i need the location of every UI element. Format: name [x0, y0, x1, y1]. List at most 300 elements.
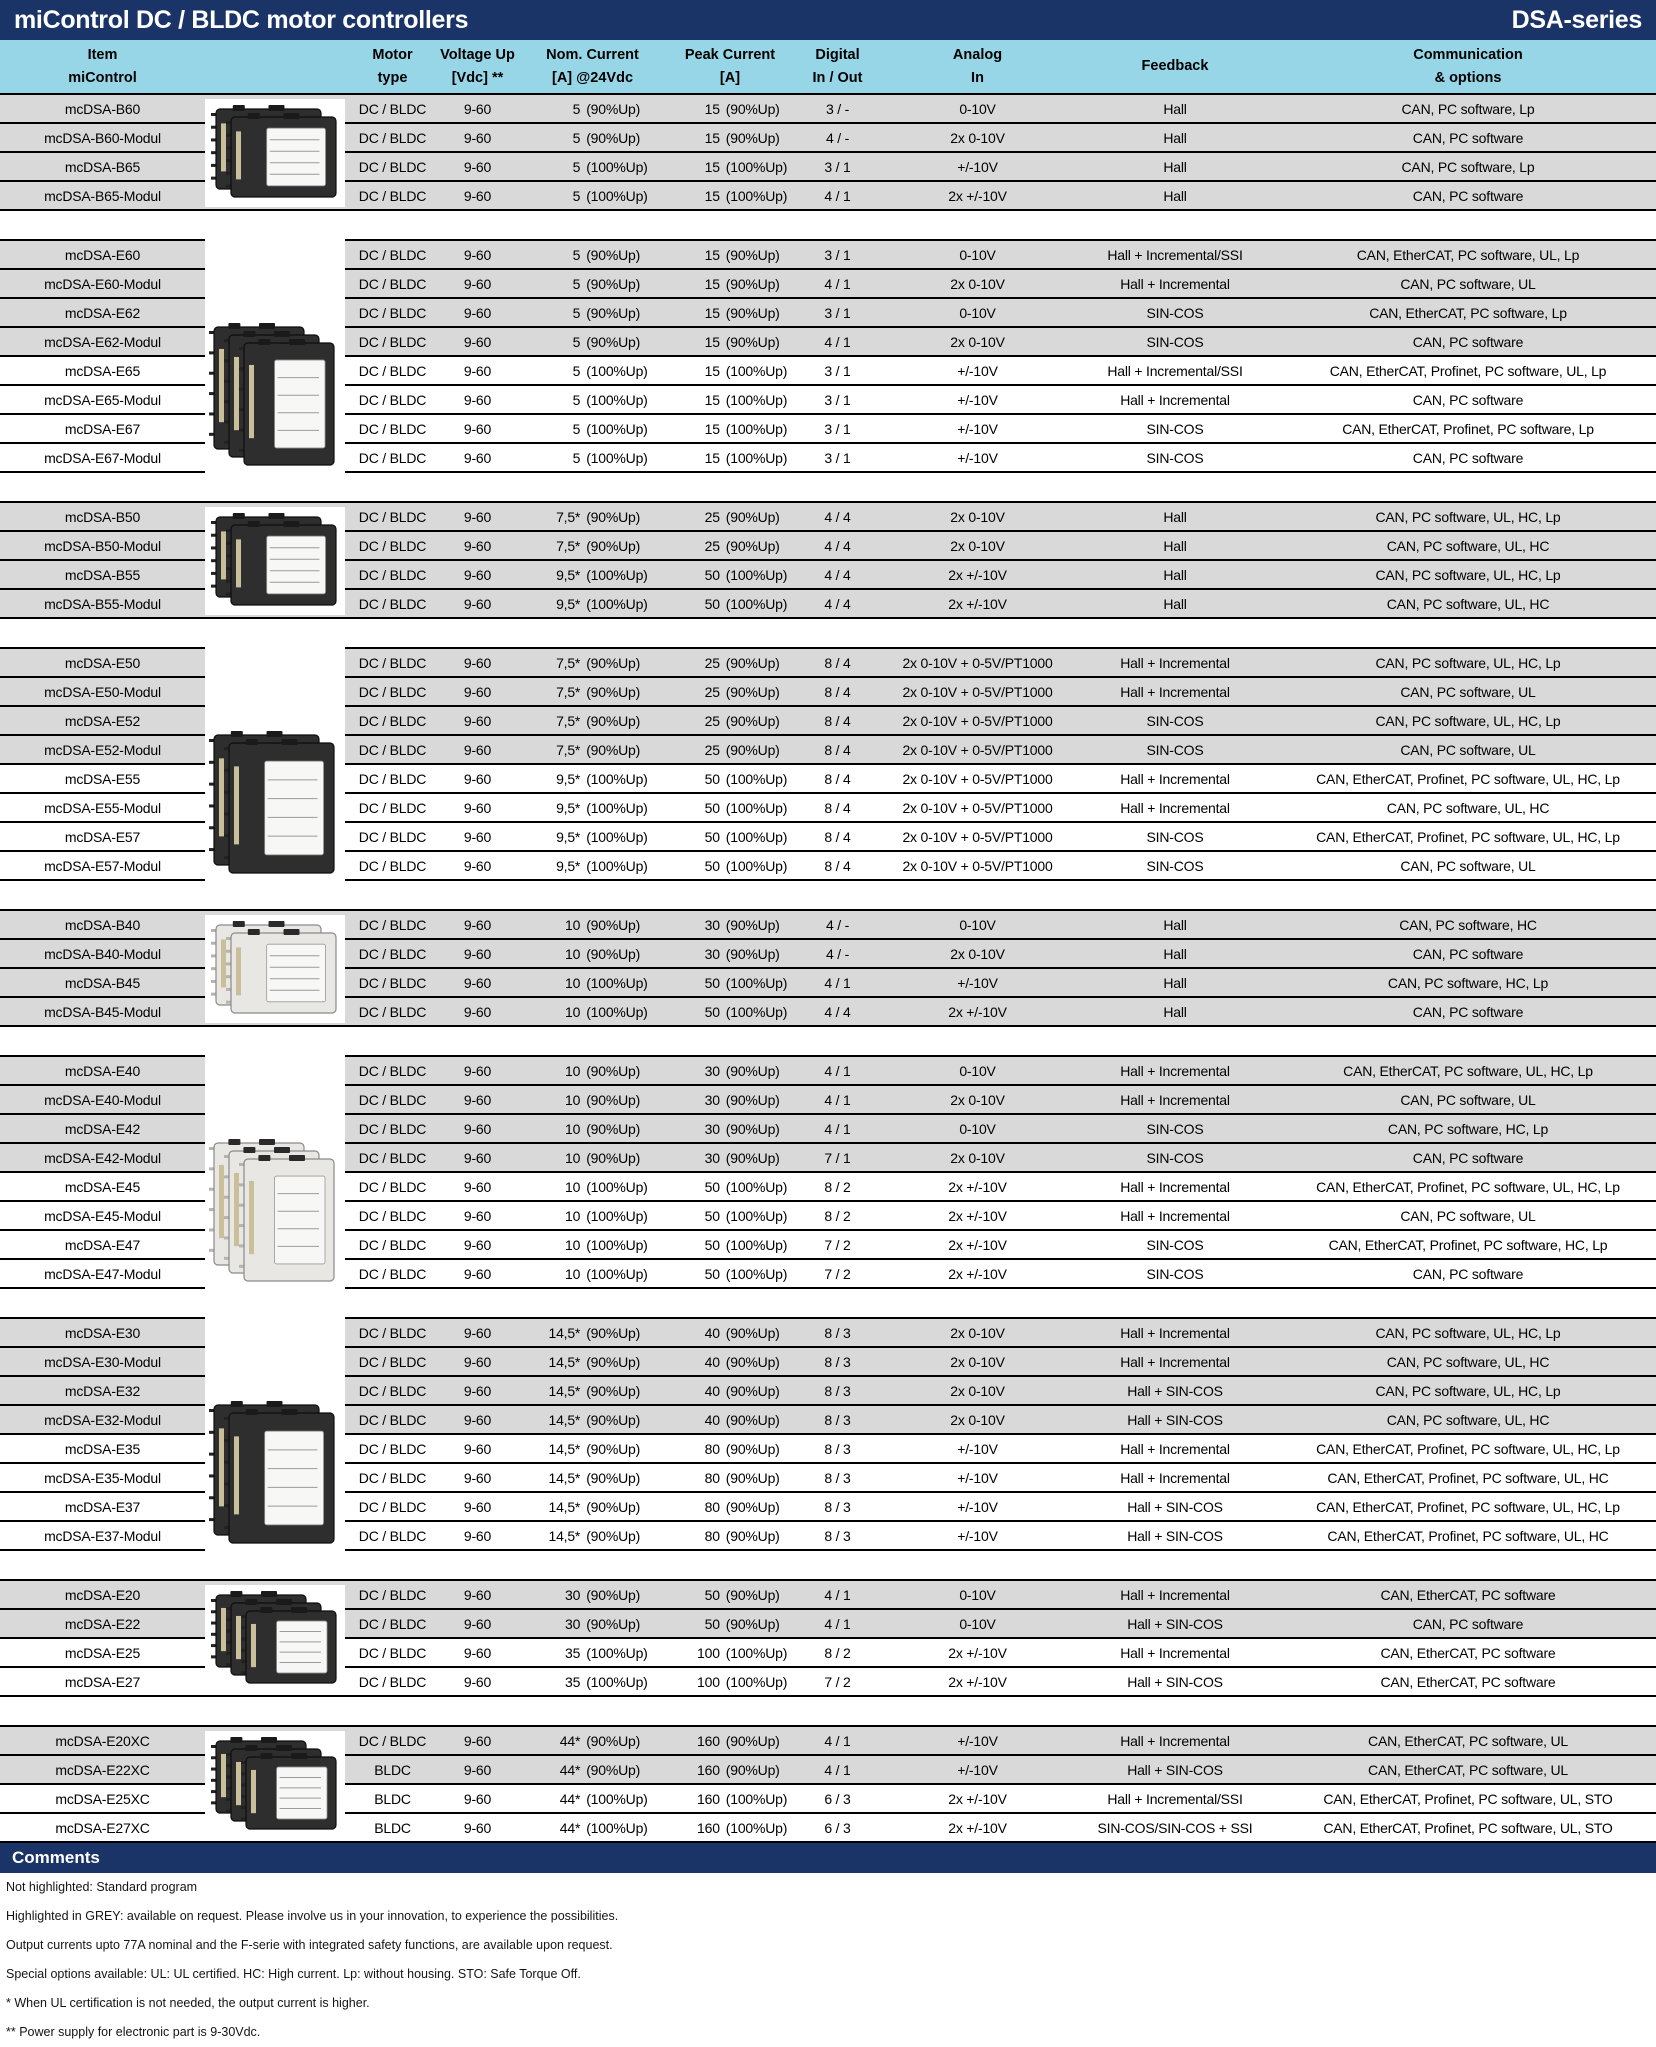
cell-fb: SIN-COS: [1146, 1236, 1204, 1253]
cell-peak: [670, 276, 790, 292]
cell-fb: Hall + SIN-COS: [1127, 1673, 1223, 1690]
cell-peak: [670, 596, 790, 612]
value-number: 9,5*: [556, 857, 581, 874]
value-number: 44*: [559, 1790, 581, 1807]
cell-motor: DC / BLDC: [358, 420, 427, 437]
value-derating: (90%Up): [725, 1324, 780, 1341]
value-derating: (100%Up): [725, 1236, 788, 1253]
cell-v: 9-60: [463, 1120, 492, 1137]
value-number: 14,5*: [548, 1382, 581, 1399]
cell-motor: DC / BLDC: [358, 683, 427, 700]
cell-dio: 4 / 1: [824, 1586, 851, 1603]
cell-nom: [515, 421, 670, 437]
cell-nom: [515, 858, 670, 874]
cell-ana: 2x 0-10V: [950, 275, 1005, 292]
value-derating: (90%Up): [586, 1353, 641, 1370]
cell-nom: [515, 1470, 670, 1486]
cell-dio: 7 / 2: [824, 1236, 851, 1253]
cell-item: mcDSA-E52: [64, 712, 141, 729]
product-image: [205, 915, 345, 1023]
product-group-1: [0, 93, 1656, 211]
header-label: & options: [1434, 69, 1502, 86]
value-derating: (90%Up): [586, 1120, 641, 1137]
cell-dio: 8 / 2: [824, 1644, 851, 1661]
cell-nom: [515, 1412, 670, 1428]
cell-v: 9-60: [463, 1498, 492, 1515]
cell-comm: CAN, PC software, HC, Lp: [1387, 974, 1549, 991]
cell-v: 9-60: [463, 1586, 492, 1603]
cell-motor: DC / BLDC: [358, 1498, 427, 1515]
cell-v: 9-60: [463, 1091, 492, 1108]
cell-nom: [515, 1733, 670, 1749]
cell-v: 9-60: [463, 1411, 492, 1428]
cell-nom: [515, 946, 670, 962]
cell-dio: 8 / 2: [824, 1178, 851, 1195]
cell-ana: 0-10V: [959, 1615, 996, 1632]
cell-v: 9-60: [463, 1207, 492, 1224]
cell-v: 9-60: [463, 770, 492, 787]
cell-peak: [670, 1354, 790, 1370]
cell-fb: Hall + Incremental: [1120, 1644, 1230, 1661]
value-derating: (90%Up): [586, 1149, 641, 1166]
cell-comm: CAN, PC software: [1412, 333, 1524, 350]
comment-line: Not highlighted: Standard program: [6, 1880, 198, 1894]
value-number: 40: [704, 1353, 720, 1370]
value-number: 100: [697, 1673, 720, 1690]
cell-peak: [670, 1470, 790, 1486]
value-derating: (90%Up): [725, 304, 780, 321]
value-number: 9,5*: [556, 770, 581, 787]
cell-fb: Hall: [1163, 187, 1187, 204]
value-number: 5: [572, 275, 581, 292]
cell-comm: CAN, PC software, HC, Lp: [1387, 1120, 1549, 1137]
value-number: 30: [565, 1586, 581, 1603]
cell-nom: [515, 334, 670, 350]
cell-v: 9-60: [463, 1265, 492, 1282]
cell-comm: CAN, PC software, UL, HC, Lp: [1375, 1382, 1561, 1399]
cell-fb: Hall: [1163, 916, 1187, 933]
title-bar: [0, 0, 1656, 40]
cell-comm: CAN, EtherCAT, Profinet, PC software, UL, HC, Lp: [1316, 1498, 1620, 1515]
cell-item: mcDSA-E32-Modul: [44, 1411, 161, 1428]
cell-peak: [670, 917, 790, 933]
cell-nom: [515, 1499, 670, 1515]
cell-dio: 7 / 2: [824, 1265, 851, 1282]
cell-v: 9-60: [463, 100, 492, 117]
value-number: 80: [704, 1440, 720, 1457]
cell-item: mcDSA-E62: [64, 304, 141, 321]
cell-dio: 4 / 1: [824, 1091, 851, 1108]
cell-fb: Hall: [1163, 129, 1187, 146]
cell-item: mcDSA-E30-Modul: [44, 1353, 161, 1370]
value-derating: (90%Up): [586, 508, 641, 525]
value-number: 10: [565, 916, 581, 933]
cell-comm: CAN, EtherCAT, PC software: [1380, 1673, 1556, 1690]
value-derating: (90%Up): [725, 129, 780, 146]
cell-peak: [670, 1237, 790, 1253]
cell-v: 9-60: [463, 1062, 492, 1079]
value-derating: (90%Up): [586, 1469, 641, 1486]
cell-item: mcDSA-B50-Modul: [44, 537, 161, 554]
cell-v: 9-60: [463, 304, 492, 321]
cell-ana: 2x +/-10V: [948, 1819, 1007, 1836]
value-derating: (100%Up): [586, 595, 648, 612]
value-derating: (100%Up): [586, 799, 648, 816]
cell-comm: CAN, PC software, UL, HC: [1386, 1353, 1550, 1370]
cell-motor: DC / BLDC: [358, 187, 427, 204]
value-derating: (100%Up): [725, 449, 788, 466]
value-derating: (90%Up): [725, 333, 780, 350]
product-group-2: [0, 239, 1656, 473]
cell-ana: 2x 0-10V + 0-5V/PT1000: [902, 857, 1053, 874]
cell-nom: [515, 713, 670, 729]
cell-ana: 2x 0-10V + 0-5V/PT1000: [902, 712, 1053, 729]
cell-comm: CAN, PC software: [1412, 1265, 1524, 1282]
value-derating: (100%Up): [725, 1790, 788, 1807]
value-number: 25: [704, 508, 720, 525]
cell-comm: CAN, EtherCAT, PC software: [1380, 1586, 1556, 1603]
value-derating: (90%Up): [586, 1062, 641, 1079]
cell-nom: [515, 1354, 670, 1370]
cell-fb: Hall: [1163, 158, 1187, 175]
comment-line: Highlighted in GREY: available on request. Please involve us in your innovation, to experience the possibilities.: [6, 1909, 619, 1923]
cell-v: 9-60: [463, 1178, 492, 1195]
cell-comm: CAN, PC software, HC: [1399, 916, 1537, 933]
cell-fb: Hall + Incremental: [1120, 391, 1230, 408]
cell-nom: [515, 1762, 670, 1778]
cell-dio: 4 / -: [825, 916, 850, 933]
cell-nom: [515, 1063, 670, 1079]
cell-dio: 8 / 2: [824, 1207, 851, 1224]
cell-dio: 4 / 1: [824, 1615, 851, 1632]
value-number: 160: [697, 1761, 720, 1778]
cell-motor: DC / BLDC: [358, 945, 427, 962]
value-derating: (100%Up): [586, 1819, 648, 1836]
cell-nom: [515, 188, 670, 204]
cell-fb: Hall + Incremental: [1120, 654, 1230, 671]
value-derating: (90%Up): [586, 1732, 641, 1749]
value-derating: (100%Up): [725, 857, 788, 874]
cell-item: mcDSA-E37: [64, 1498, 141, 1515]
cell-nom: [515, 1616, 670, 1632]
cell-peak: [670, 159, 790, 175]
cell-item: mcDSA-E40: [64, 1062, 141, 1079]
cell-peak: [670, 1325, 790, 1341]
value-derating: (90%Up): [586, 537, 641, 554]
cell-fb: Hall + Incremental: [1120, 1732, 1230, 1749]
cell-motor: DC / BLDC: [358, 828, 427, 845]
cell-nom: [515, 1121, 670, 1137]
cell-dio: 3 / 1: [824, 420, 851, 437]
cell-dio: 6 / 3: [824, 1819, 851, 1836]
cell-v: 9-60: [463, 275, 492, 292]
cell-ana: +/-10V: [957, 1527, 998, 1544]
cell-nom: [515, 1092, 670, 1108]
value-derating: (90%Up): [586, 100, 641, 117]
cell-comm: CAN, EtherCAT, Profinet, PC software, UL, Lp: [1329, 362, 1607, 379]
cell-ana: 0-10V: [959, 1586, 996, 1603]
cell-dio: 8 / 3: [824, 1498, 851, 1515]
value-number: 15: [704, 187, 720, 204]
cell-comm: CAN, PC software: [1412, 449, 1524, 466]
cell-peak: [670, 1791, 790, 1807]
cell-dio: 8 / 4: [824, 828, 851, 845]
product-image: [205, 1731, 345, 1839]
value-number: 5: [572, 362, 581, 379]
value-derating: (100%Up): [586, 1790, 648, 1807]
comments-title: Comments: [12, 1848, 100, 1867]
cell-ana: +/-10V: [957, 1498, 998, 1515]
cell-item: mcDSA-E60-Modul: [44, 275, 161, 292]
cell-ana: 0-10V: [959, 246, 996, 263]
value-derating: (90%Up): [725, 537, 780, 554]
cell-ana: 2x 0-10V + 0-5V/PT1000: [902, 828, 1053, 845]
cell-ana: 0-10V: [959, 100, 996, 117]
value-number: 30: [565, 1615, 581, 1632]
value-number: 15: [704, 275, 720, 292]
value-derating: (100%Up): [725, 187, 788, 204]
value-number: 50: [704, 857, 720, 874]
value-number: 25: [704, 712, 720, 729]
value-number: 9,5*: [556, 828, 581, 845]
cell-v: 9-60: [463, 1761, 492, 1778]
cell-dio: 8 / 3: [824, 1411, 851, 1428]
cell-motor: DC / BLDC: [358, 974, 427, 991]
cell-motor: DC / BLDC: [358, 799, 427, 816]
product-image: [205, 99, 345, 207]
cell-motor: BLDC: [374, 1819, 411, 1836]
value-number: 5: [572, 100, 581, 117]
column-header-ana: [885, 44, 1070, 89]
cell-comm: CAN, PC software: [1412, 129, 1524, 146]
cell-dio: 4 / 1: [824, 1120, 851, 1137]
cell-comm: CAN, EtherCAT, Profinet, PC software, UL, HC, Lp: [1316, 1440, 1620, 1457]
cell-ana: 2x 0-10V: [950, 333, 1005, 350]
cell-peak: [670, 188, 790, 204]
cell-ana: +/-10V: [957, 449, 998, 466]
cell-motor: DC / BLDC: [358, 449, 427, 466]
cell-dio: 4 / 4: [824, 508, 851, 525]
value-number: 10: [565, 1178, 581, 1195]
cell-fb: Hall: [1163, 537, 1187, 554]
cell-item: mcDSA-E42: [64, 1120, 141, 1137]
cell-dio: 8 / 3: [824, 1353, 851, 1370]
value-number: 10: [565, 945, 581, 962]
value-number: 160: [697, 1732, 720, 1749]
value-derating: (100%Up): [586, 857, 648, 874]
cell-v: 9-60: [463, 945, 492, 962]
cell-fb: Hall + Incremental: [1120, 1469, 1230, 1486]
cell-motor: BLDC: [374, 1761, 411, 1778]
value-number: 15: [704, 362, 720, 379]
value-derating: (90%Up): [725, 1527, 780, 1544]
value-number: 10: [565, 1120, 581, 1137]
value-number: 5: [572, 333, 581, 350]
value-derating: (100%Up): [586, 1207, 648, 1224]
header-label: type: [377, 69, 408, 86]
value-number: 15: [704, 449, 720, 466]
cell-fb: Hall + SIN-COS: [1127, 1615, 1223, 1632]
cell-motor: DC / BLDC: [358, 1615, 427, 1632]
cell-fb: Hall + Incremental: [1120, 1178, 1230, 1195]
cell-peak: [670, 684, 790, 700]
cell-fb: Hall: [1163, 945, 1187, 962]
cell-motor: DC / BLDC: [358, 770, 427, 787]
cell-fb: Hall + Incremental: [1120, 1324, 1230, 1341]
cell-peak: [670, 1383, 790, 1399]
cell-motor: DC / BLDC: [358, 304, 427, 321]
value-derating: (100%Up): [725, 391, 788, 408]
comments-list: [0, 1873, 1656, 2047]
cell-ana: 2x +/-10V: [948, 187, 1007, 204]
column-header-row: [0, 40, 1656, 93]
cell-nom: [515, 509, 670, 525]
cell-dio: 8 / 4: [824, 770, 851, 787]
value-number: 5: [572, 391, 581, 408]
cell-item: mcDSA-E20XC: [55, 1732, 150, 1749]
value-number: 14,5*: [548, 1353, 581, 1370]
value-derating: (90%Up): [586, 1615, 641, 1632]
value-number: 50: [704, 799, 720, 816]
value-derating: (100%Up): [586, 449, 648, 466]
value-number: 15: [704, 391, 720, 408]
cell-nom: [515, 1674, 670, 1690]
cell-motor: DC / BLDC: [358, 1586, 427, 1603]
cell-nom: [515, 1587, 670, 1603]
cell-item: mcDSA-E37-Modul: [44, 1527, 161, 1544]
value-number: 10: [565, 1236, 581, 1253]
value-number: 15: [704, 100, 720, 117]
cell-fb: Hall + Incremental: [1120, 770, 1230, 787]
value-number: 50: [704, 1615, 720, 1632]
cell-fb: SIN-COS: [1146, 449, 1204, 466]
cell-fb: Hall: [1163, 566, 1187, 583]
value-derating: (90%Up): [586, 683, 641, 700]
value-number: 30: [704, 945, 720, 962]
cell-motor: DC / BLDC: [358, 741, 427, 758]
cell-nom: [515, 305, 670, 321]
cell-dio: 8 / 4: [824, 712, 851, 729]
cell-dio: 8 / 3: [824, 1324, 851, 1341]
cell-motor: DC / BLDC: [358, 1120, 427, 1137]
cell-nom: [515, 1645, 670, 1661]
value-derating: (100%Up): [725, 362, 788, 379]
value-number: 50: [704, 1586, 720, 1603]
cell-nom: [515, 538, 670, 554]
cell-fb: SIN-COS: [1146, 333, 1204, 350]
cell-v: 9-60: [463, 1790, 492, 1807]
value-number: 30: [704, 916, 720, 933]
cell-fb: SIN-COS: [1146, 712, 1204, 729]
value-derating: (90%Up): [586, 1411, 641, 1428]
cell-v: 9-60: [463, 1732, 492, 1749]
value-number: 160: [697, 1790, 720, 1807]
cell-dio: 8 / 4: [824, 683, 851, 700]
cell-fb: Hall + Incremental: [1120, 1440, 1230, 1457]
value-derating: (90%Up): [586, 1440, 641, 1457]
cell-v: 9-60: [463, 391, 492, 408]
cell-peak: [670, 1179, 790, 1195]
value-number: 5: [572, 158, 581, 175]
cell-dio: 3 / -: [825, 100, 850, 117]
cell-dio: 6 / 3: [824, 1790, 851, 1807]
value-derating: (100%Up): [725, 1644, 788, 1661]
cell-comm: CAN, EtherCAT, Profinet, PC software, UL, STO: [1323, 1819, 1613, 1836]
cell-item: mcDSA-E25XC: [55, 1790, 150, 1807]
value-number: 44*: [559, 1761, 581, 1778]
value-derating: (100%Up): [725, 1207, 788, 1224]
value-derating: (100%Up): [586, 1003, 648, 1020]
cell-peak: [670, 1092, 790, 1108]
value-number: 50: [704, 1236, 720, 1253]
cell-fb: Hall + Incremental: [1120, 1353, 1230, 1370]
value-derating: (100%Up): [725, 1673, 788, 1690]
cell-comm: CAN, PC software, UL, HC: [1386, 799, 1550, 816]
cell-fb: SIN-COS: [1146, 420, 1204, 437]
value-derating: (90%Up): [725, 1732, 780, 1749]
cell-item: mcDSA-E25: [64, 1644, 141, 1661]
cell-v: 9-60: [463, 799, 492, 816]
cell-nom: [515, 1266, 670, 1282]
cell-motor: DC / BLDC: [358, 1440, 427, 1457]
comments-bar: [0, 1843, 1656, 1873]
cell-comm: CAN, EtherCAT, PC software, UL: [1368, 1732, 1568, 1749]
cell-fb: Hall + SIN-COS: [1127, 1761, 1223, 1778]
cell-peak: [670, 858, 790, 874]
cell-item: mcDSA-E35-Modul: [44, 1469, 161, 1486]
cell-nom: [515, 567, 670, 583]
cell-dio: 3 / 1: [824, 362, 851, 379]
cell-v: 9-60: [463, 683, 492, 700]
cell-peak: [670, 1616, 790, 1632]
cell-item: mcDSA-B55-Modul: [44, 595, 161, 612]
cell-v: 9-60: [463, 1644, 492, 1661]
cell-ana: 2x +/-10V: [948, 1236, 1007, 1253]
cell-v: 9-60: [463, 158, 492, 175]
cell-peak: [670, 800, 790, 816]
cell-comm: CAN, EtherCAT, Profinet, PC software, HC, Lp: [1328, 1236, 1608, 1253]
cell-item: mcDSA-E30: [64, 1324, 141, 1341]
cell-comm: CAN, PC software, UL, HC, Lp: [1375, 1324, 1561, 1341]
header-label: In: [971, 69, 984, 86]
value-number: 100: [697, 1644, 720, 1661]
value-number: 7,5*: [556, 654, 581, 671]
cell-item: mcDSA-E47-Modul: [44, 1265, 161, 1282]
value-number: 7,5*: [556, 741, 581, 758]
cell-dio: 4 / 1: [824, 1732, 851, 1749]
cell-peak: [670, 130, 790, 146]
cell-dio: 3 / 1: [824, 246, 851, 263]
value-derating: (90%Up): [725, 1120, 780, 1137]
value-derating: (90%Up): [725, 712, 780, 729]
cell-v: 9-60: [463, 1149, 492, 1166]
cell-comm: CAN, EtherCAT, Profinet, PC software, UL, HC, Lp: [1316, 1178, 1620, 1195]
cell-peak: [670, 946, 790, 962]
cell-motor: DC / BLDC: [358, 1411, 427, 1428]
cell-fb: Hall + SIN-COS: [1127, 1498, 1223, 1515]
cell-item: mcDSA-E57-Modul: [44, 857, 161, 874]
value-derating: (90%Up): [725, 275, 780, 292]
value-number: 50: [704, 1178, 720, 1195]
cell-v: 9-60: [463, 449, 492, 466]
cell-motor: DC / BLDC: [358, 275, 427, 292]
value-derating: (100%Up): [586, 420, 648, 437]
cell-peak: [670, 1820, 790, 1836]
header-label: Voltage Up: [440, 47, 515, 64]
cell-ana: 2x 0-10V: [950, 1411, 1005, 1428]
cell-motor: DC / BLDC: [358, 362, 427, 379]
cell-comm: CAN, PC software, UL: [1400, 1091, 1536, 1108]
